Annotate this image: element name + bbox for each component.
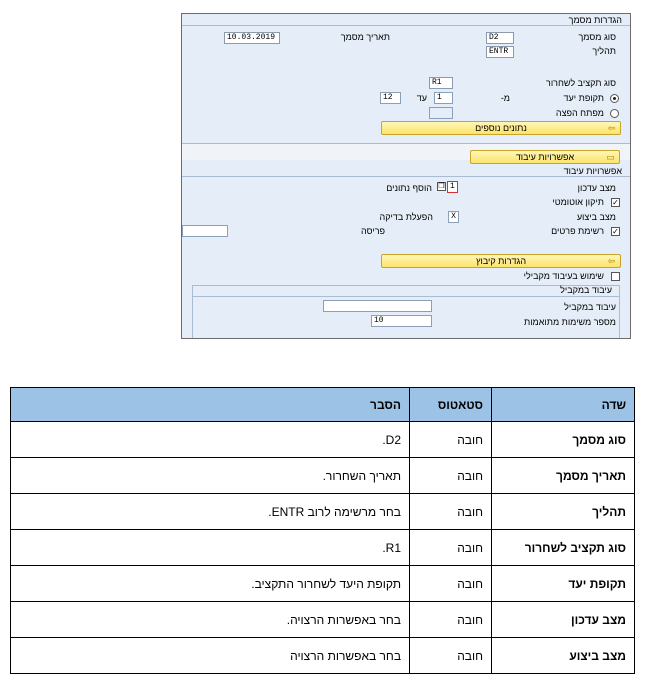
table-row [11, 422, 635, 458]
header-status: סטאטוס [410, 388, 492, 422]
from-label: מ- [500, 93, 510, 103]
row-field: תקופת יעד [492, 566, 635, 602]
update-mode-label: מצב עדכון [577, 183, 616, 193]
row-explanation: בחר מרשימה לרוב ENTR. [11, 494, 410, 530]
update-mode-input[interactable]: 1 [447, 181, 458, 193]
row-status: חובה [410, 422, 492, 458]
group-proc-options-title: אפשרויות עיבוד [182, 165, 630, 177]
from-period-input[interactable]: 1 [434, 92, 453, 104]
auto-fix-checkbox[interactable]: ✓ [612, 198, 619, 207]
row-status: חובה [410, 566, 492, 602]
item-list-checkbox[interactable]: ✓ [612, 227, 619, 236]
target-period-label: תקופת יעד [563, 93, 604, 103]
row-status: חובה [410, 458, 492, 494]
auto-fix-label: תיקון אוטומטי [552, 197, 604, 207]
tasks-label: מספר משימות מתואמות [524, 317, 616, 327]
layout-input[interactable] [182, 225, 228, 237]
doc-date-input[interactable]: 10.03.2019 [224, 32, 280, 44]
more-data-button[interactable]: ⇦ נתונים נוספים [381, 121, 621, 135]
sap-selection-screen [181, 13, 631, 339]
row-explanation: בחר באפשרות הרצויה [11, 638, 410, 674]
row-status: חובה [410, 602, 492, 638]
group-icon: ⇦ [607, 256, 616, 266]
row-field: מצב עדכון [492, 602, 635, 638]
table-header-row [11, 388, 635, 422]
processing-options-button[interactable]: ▭ אפשרויות עיבוד [470, 150, 620, 164]
dist-key-input[interactable] [429, 107, 453, 119]
row-field: מצב ביצוע [492, 638, 635, 674]
row-explanation: D2. [11, 422, 410, 458]
row-explanation: R1. [11, 530, 410, 566]
row-status: חובה [410, 530, 492, 566]
header-field: שדה [492, 388, 635, 422]
row-status: חובה [410, 638, 492, 674]
parallel-use-checkbox[interactable] [611, 272, 620, 281]
table-row [11, 458, 635, 494]
process-label: תהליך [592, 46, 616, 56]
table-row [11, 494, 635, 530]
doc-date-label: תאריך מסמך [340, 32, 390, 42]
row-field: סוג תקציב לשחרור [492, 530, 635, 566]
exec-mode-label: מצב ביצוע [576, 212, 616, 222]
table-row [11, 566, 635, 602]
layout-label: פריסה [361, 226, 385, 236]
row-field: תהליך [492, 494, 635, 530]
table-row [11, 530, 635, 566]
budget-type-label: סוג תקציב לשחרור [546, 78, 616, 88]
parallel-proc-label: עיבוד במקביל [564, 302, 616, 312]
row-explanation: תקופת היעד לשחרור התקציב. [11, 566, 410, 602]
separator [192, 296, 620, 297]
row-explanation: תאריך השחרור. [11, 458, 410, 494]
header-explanation: הסבר [11, 388, 410, 422]
arrow-left-icon: ⇦ [607, 123, 616, 133]
add-data-label: הוסף נתונים [386, 183, 432, 193]
field-explanation-table [10, 387, 635, 674]
row-field: תאריך מסמך [492, 458, 635, 494]
doc-type-label: סוג מסמך [578, 32, 616, 42]
item-list-label: רשימת פרטים [551, 226, 604, 236]
dist-key-radio[interactable] [610, 109, 619, 118]
parallel-group-box [192, 285, 620, 339]
row-field: סוג מסמך [492, 422, 635, 458]
budget-type-input[interactable]: R1 [429, 77, 453, 89]
exec-mode-input[interactable]: X [448, 211, 459, 223]
process-input[interactable]: ENTR [486, 46, 514, 58]
window-icon: ▭ [606, 152, 615, 162]
group-parallel-title: עיבוד במקביל [560, 285, 612, 295]
group-settings-button[interactable]: ⇦ הגדרות קיבוץ [381, 254, 621, 268]
run-check-label: הפעלת בדיקה [379, 212, 433, 222]
to-label: עד [416, 93, 427, 103]
dist-key-label: מפתח הפצה [555, 108, 604, 118]
to-period-input[interactable]: 12 [380, 92, 401, 104]
group-doc-settings-title: הגדרות מסמך [182, 14, 630, 26]
tasks-input[interactable]: 10 [371, 315, 432, 327]
parallel-use-label: שימוש בעיבוד מקבילי [523, 271, 604, 281]
parallel-proc-input[interactable] [323, 300, 432, 312]
row-status: חובה [410, 494, 492, 530]
table-row [11, 602, 635, 638]
doc-type-input[interactable]: D2 [486, 32, 514, 44]
table-row [11, 638, 635, 674]
copy-icon[interactable]: ❐ [438, 183, 445, 190]
target-period-radio[interactable] [610, 94, 619, 103]
row-explanation: בחר באפשרות הרצויה. [11, 602, 410, 638]
